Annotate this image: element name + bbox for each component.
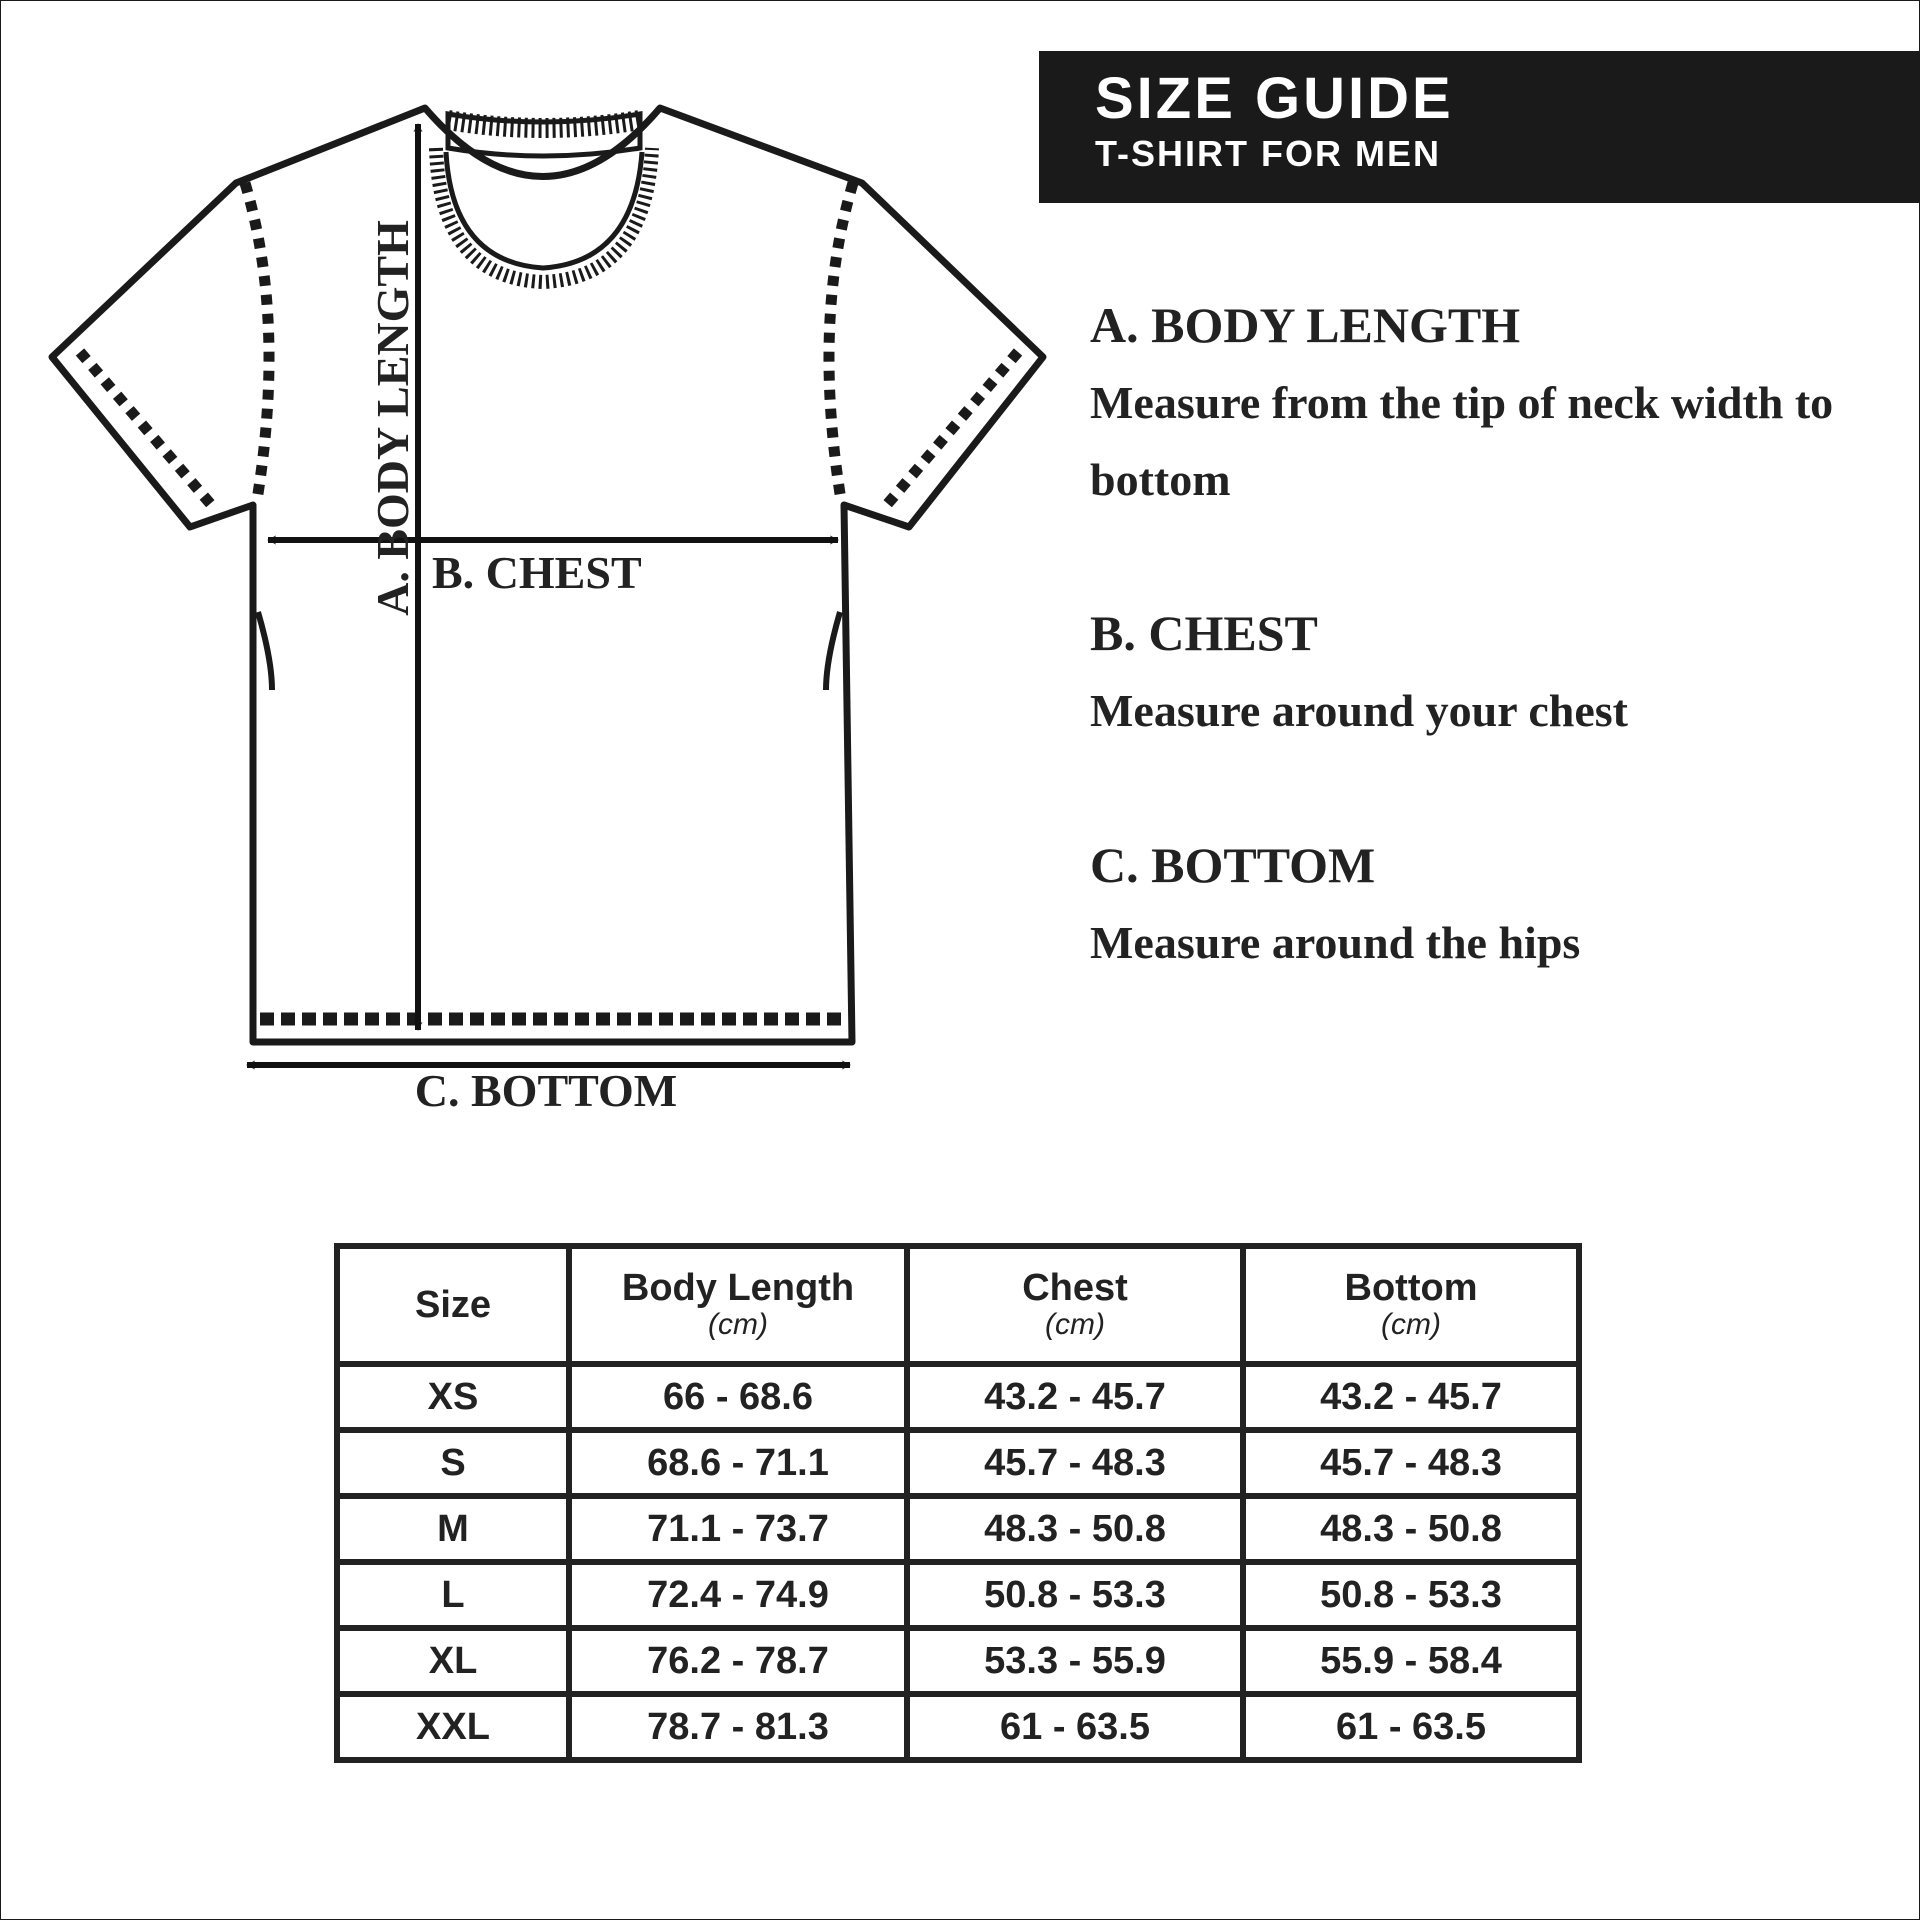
measurement-heading: A. BODY LENGTH [1090, 297, 1521, 353]
header-bottom [1243, 1246, 1579, 1364]
banner-subtitle: T-SHIRT FOR MEN [1095, 133, 1441, 174]
body-length-cell: 76.2 - 78.7 [569, 1628, 907, 1694]
table-row [337, 1430, 1579, 1496]
bottom-label: C. BOTTOM [414, 1065, 678, 1116]
table-row [337, 1628, 1579, 1694]
left-waist-curve [258, 612, 272, 690]
body-length-cell: 72.4 - 74.9 [569, 1562, 907, 1628]
header-label: Chest [1022, 1267, 1128, 1309]
chest-cell: 53.3 - 55.9 [907, 1628, 1243, 1694]
chest-cell: 45.7 - 48.3 [907, 1430, 1243, 1496]
chest-label: B. CHEST [432, 547, 642, 598]
table-row [337, 1694, 1579, 1760]
bottom-cell: 55.9 - 58.4 [1243, 1628, 1579, 1694]
header-unit: (cm) [1381, 1308, 1441, 1341]
measurement-heading: B. CHEST [1090, 605, 1318, 661]
right-waist-curve [826, 612, 840, 690]
table-header-row [337, 1246, 1579, 1364]
header-size [337, 1246, 569, 1364]
size-cell: M [337, 1496, 569, 1562]
measurement-bottom [1090, 826, 1910, 981]
tshirt-diagram [0, 0, 1060, 1120]
body-length-cell: 66 - 68.6 [569, 1364, 907, 1430]
body-length-cell: 68.6 - 71.1 [569, 1430, 907, 1496]
chest-cell: 50.8 - 53.3 [907, 1562, 1243, 1628]
banner-title: SIZE GUIDE [1095, 66, 1454, 131]
measurement-text: Measure around the hips [1090, 917, 1581, 968]
chest-cell: 61 - 63.5 [907, 1694, 1243, 1760]
body-length-label: A. BODY LENGTH [367, 220, 418, 616]
header-label: Body Length [621, 1267, 855, 1309]
collar-ribbing-inner [436, 148, 652, 282]
bottom-cell: 61 - 63.5 [1243, 1694, 1579, 1760]
right-shoulder-seam [829, 183, 853, 500]
table-row [337, 1562, 1579, 1628]
chest-cell: 43.2 - 45.7 [907, 1364, 1243, 1430]
bottom-cell: 43.2 - 45.7 [1243, 1364, 1579, 1430]
table-row [337, 1496, 1579, 1562]
bottom-cell: 45.7 - 48.3 [1243, 1430, 1579, 1496]
size-cell: S [337, 1430, 569, 1496]
chest-cell: 48.3 - 50.8 [907, 1496, 1243, 1562]
table-row [337, 1364, 1579, 1430]
measurement-text: Measure around your chest [1090, 685, 1628, 736]
measurement-heading: C. BOTTOM [1090, 837, 1376, 893]
body-length-cell: 78.7 - 81.3 [569, 1694, 907, 1760]
left-shoulder-seam [245, 183, 269, 500]
right-sleeve-hem [884, 352, 1018, 508]
size-guide-banner [1039, 51, 1920, 203]
size-cell: XS [337, 1364, 569, 1430]
header-chest [907, 1246, 1243, 1364]
measurement-body-length [1090, 286, 1910, 518]
header-label: Bottom [1344, 1267, 1478, 1309]
measurement-text: Measure from the tip of neck width to bottom [1090, 377, 1834, 505]
header-body-length [569, 1246, 907, 1364]
bottom-cell: 48.3 - 50.8 [1243, 1496, 1579, 1562]
size-chart-table [334, 1243, 1582, 1763]
size-cell: XXL [337, 1694, 569, 1760]
size-cell: XL [337, 1628, 569, 1694]
header-unit: (cm) [1045, 1308, 1105, 1341]
size-cell: L [337, 1562, 569, 1628]
measurement-chest [1090, 594, 1910, 749]
header-label: Size [414, 1284, 492, 1326]
bottom-cell: 50.8 - 53.3 [1243, 1562, 1579, 1628]
body-length-cell: 71.1 - 73.7 [569, 1496, 907, 1562]
left-sleeve-hem [80, 352, 214, 508]
header-unit: (cm) [708, 1308, 768, 1341]
